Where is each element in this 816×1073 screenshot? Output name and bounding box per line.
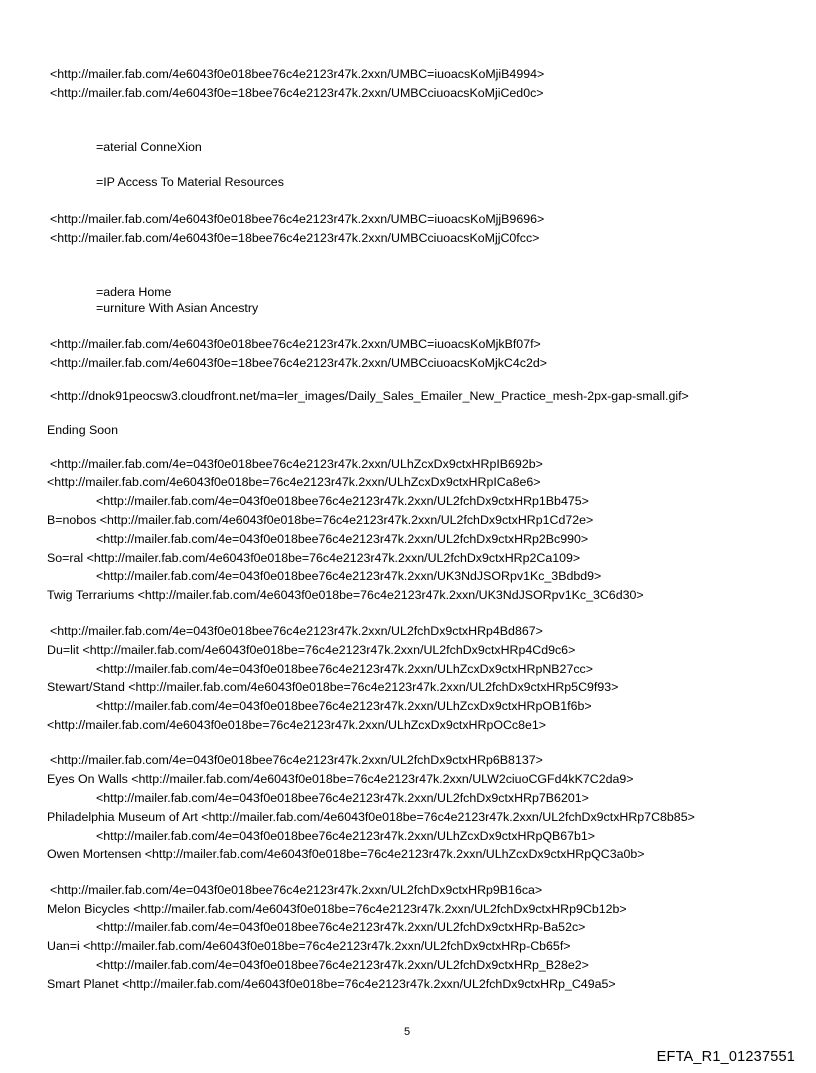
- text-line: Stewart/Stand <http://mailer.fab.com/4e6043f0e018be=76c4e2123r47k.2xxn/UL2fchDx9ctxHRp5C9f93>: [47, 680, 619, 694]
- text-line: Twig Terrariums <http://mailer.fab.com/4e6043f0e018be=76c4e2123r47k.2xxn/UK3NdJSORpv1Kc_3C6d30>: [47, 588, 644, 602]
- text-line: <http://mailer.fab.com/4e6043f0e=18bee76c4e2123r47k.2xxn/UMBCciuoacsKoMjkC4c2d>: [50, 356, 547, 370]
- text-line: Philadelphia Museum of Art <http://mailer.fab.com/4e6043f0e018be=76c4e2123r47k.2xxn/UL2fchDx9ctxHRp7C8b85>: [47, 810, 695, 824]
- bates-number: EFTA_R1_01237551: [656, 1049, 795, 1065]
- text-line: =aterial ConneXion: [96, 140, 202, 154]
- text-line: <http://mailer.fab.com/4e6043f0e018bee76c4e2123r47k.2xxn/UMBC=iuoacsKoMjkBf07f>: [50, 337, 541, 351]
- text-line: <http://mailer.fab.com/4e6043f0e018be=76c4e2123r47k.2xxn/ULhZcxDx9ctxHRpICa8e6>: [47, 475, 541, 489]
- text-line: Owen Mortensen <http://mailer.fab.com/4e6043f0e018be=76c4e2123r47k.2xxn/ULhZcxDx9ctxHRpQC3a0b>: [47, 847, 645, 861]
- text-line: <http://mailer.fab.com/4e6043f0e018bee76c4e2123r47k.2xxn/UMBC=iuoacsKoMjjB9696>: [50, 212, 545, 226]
- text-line: <http://mailer.fab.com/4e6043f0e018bee76c4e2123r47k.2xxn/UMBC=iuoacsKoMjiB4994>: [50, 67, 545, 81]
- section-heading: Ending Soon: [47, 423, 118, 437]
- text-line: <http://mailer.fab.com/4e=043f0e018bee76c4e2123r47k.2xxn/UL2fchDx9ctxHRp7B6201>: [96, 791, 589, 805]
- text-line: <http://mailer.fab.com/4e=043f0e018bee76c4e2123r47k.2xxn/UL2fchDx9ctxHRp6B8137>: [50, 753, 543, 767]
- text-line: <http://mailer.fab.com/4e6043f0e018be=76c4e2123r47k.2xxn/ULhZcxDx9ctxHRpOCc8e1>: [47, 718, 547, 732]
- text-line: Eyes On Walls <http://mailer.fab.com/4e6043f0e018be=76c4e2123r47k.2xxn/ULW2ciuoCGFd4kK7C2da9>: [47, 772, 634, 786]
- text-line: So=ral <http://mailer.fab.com/4e6043f0e018be=76c4e2123r47k.2xxn/UL2fchDx9ctxHRp2Ca109>: [47, 551, 581, 565]
- text-line: Smart Planet <http://mailer.fab.com/4e6043f0e018be=76c4e2123r47k.2xxn/UL2fchDx9ctxHRp_C49a5>: [47, 977, 616, 991]
- text-line: =urniture With Asian Ancestry: [96, 301, 259, 315]
- text-line: Uan=i <http://mailer.fab.com/4e6043f0e018be=76c4e2123r47k.2xxn/UL2fchDx9ctxHRp-Cb65f>: [47, 939, 571, 953]
- text-line: <http://mailer.fab.com/4e=043f0e018bee76c4e2123r47k.2xxn/UL2fchDx9ctxHRp9B16ca>: [50, 883, 543, 897]
- text-line: <http://mailer.fab.com/4e=043f0e018bee76c4e2123r47k.2xxn/UL2fchDx9ctxHRp4Bd867>: [50, 624, 543, 638]
- text-line: <http://mailer.fab.com/4e=043f0e018bee76c4e2123r47k.2xxn/ULhZcxDx9ctxHRpIB692b>: [50, 457, 543, 471]
- text-line: <http://mailer.fab.com/4e=043f0e018bee76c4e2123r47k.2xxn/UL2fchDx9ctxHRp1Bb475>: [96, 494, 589, 508]
- text-line: <http://mailer.fab.com/4e=043f0e018bee76c4e2123r47k.2xxn/ULhZcxDx9ctxHRpNB27cc>: [96, 662, 593, 676]
- text-line: <http://mailer.fab.com/4e=043f0e018bee76c4e2123r47k.2xxn/UL2fchDx9ctxHRp_B28e2>: [96, 958, 589, 972]
- text-line: <http://mailer.fab.com/4e6043f0e=18bee76c4e2123r47k.2xxn/UMBCciuoacsKoMjjC0fcc>: [50, 231, 540, 245]
- text-line: =IP Access To Material Resources: [96, 175, 284, 189]
- text-line: <http://dnok91peocsw3.cloudfront.net/ma=ler_images/Daily_Sales_Emailer_New_Practice_mesh-2px-gap-small.gif>: [50, 389, 689, 403]
- text-line: <http://mailer.fab.com/4e=043f0e018bee76c4e2123r47k.2xxn/UK3NdJSORpv1Kc_3Bdbd9>: [96, 569, 602, 583]
- text-line: <http://mailer.fab.com/4e=043f0e018bee76c4e2123r47k.2xxn/UL2fchDx9ctxHRp2Bc990>: [96, 532, 589, 546]
- text-line: B=nobos <http://mailer.fab.com/4e6043f0e018be=76c4e2123r47k.2xxn/UL2fchDx9ctxHRp1Cd72e>: [47, 513, 594, 527]
- text-line: <http://mailer.fab.com/4e=043f0e018bee76c4e2123r47k.2xxn/ULhZcxDx9ctxHRpQB67b1>: [96, 829, 596, 843]
- text-line: <http://mailer.fab.com/4e6043f0e=18bee76c4e2123r47k.2xxn/UMBCciuoacsKoMjiCed0c>: [50, 86, 544, 100]
- text-line: <http://mailer.fab.com/4e=043f0e018bee76c4e2123r47k.2xxn/UL2fchDx9ctxHRp-Ba52c>: [96, 920, 586, 934]
- text-line: Melon Bicycles <http://mailer.fab.com/4e6043f0e018be=76c4e2123r47k.2xxn/UL2fchDx9ctxHRp9Cb12b>: [47, 902, 627, 916]
- page-number: 5: [404, 1026, 411, 1038]
- text-line: =adera Home: [96, 285, 172, 299]
- text-line: <http://mailer.fab.com/4e=043f0e018bee76c4e2123r47k.2xxn/ULhZcxDx9ctxHRpOB1f6b>: [96, 699, 592, 713]
- text-line: Du=lit <http://mailer.fab.com/4e6043f0e018be=76c4e2123r47k.2xxn/UL2fchDx9ctxHRp4Cd9c6>: [47, 643, 576, 657]
